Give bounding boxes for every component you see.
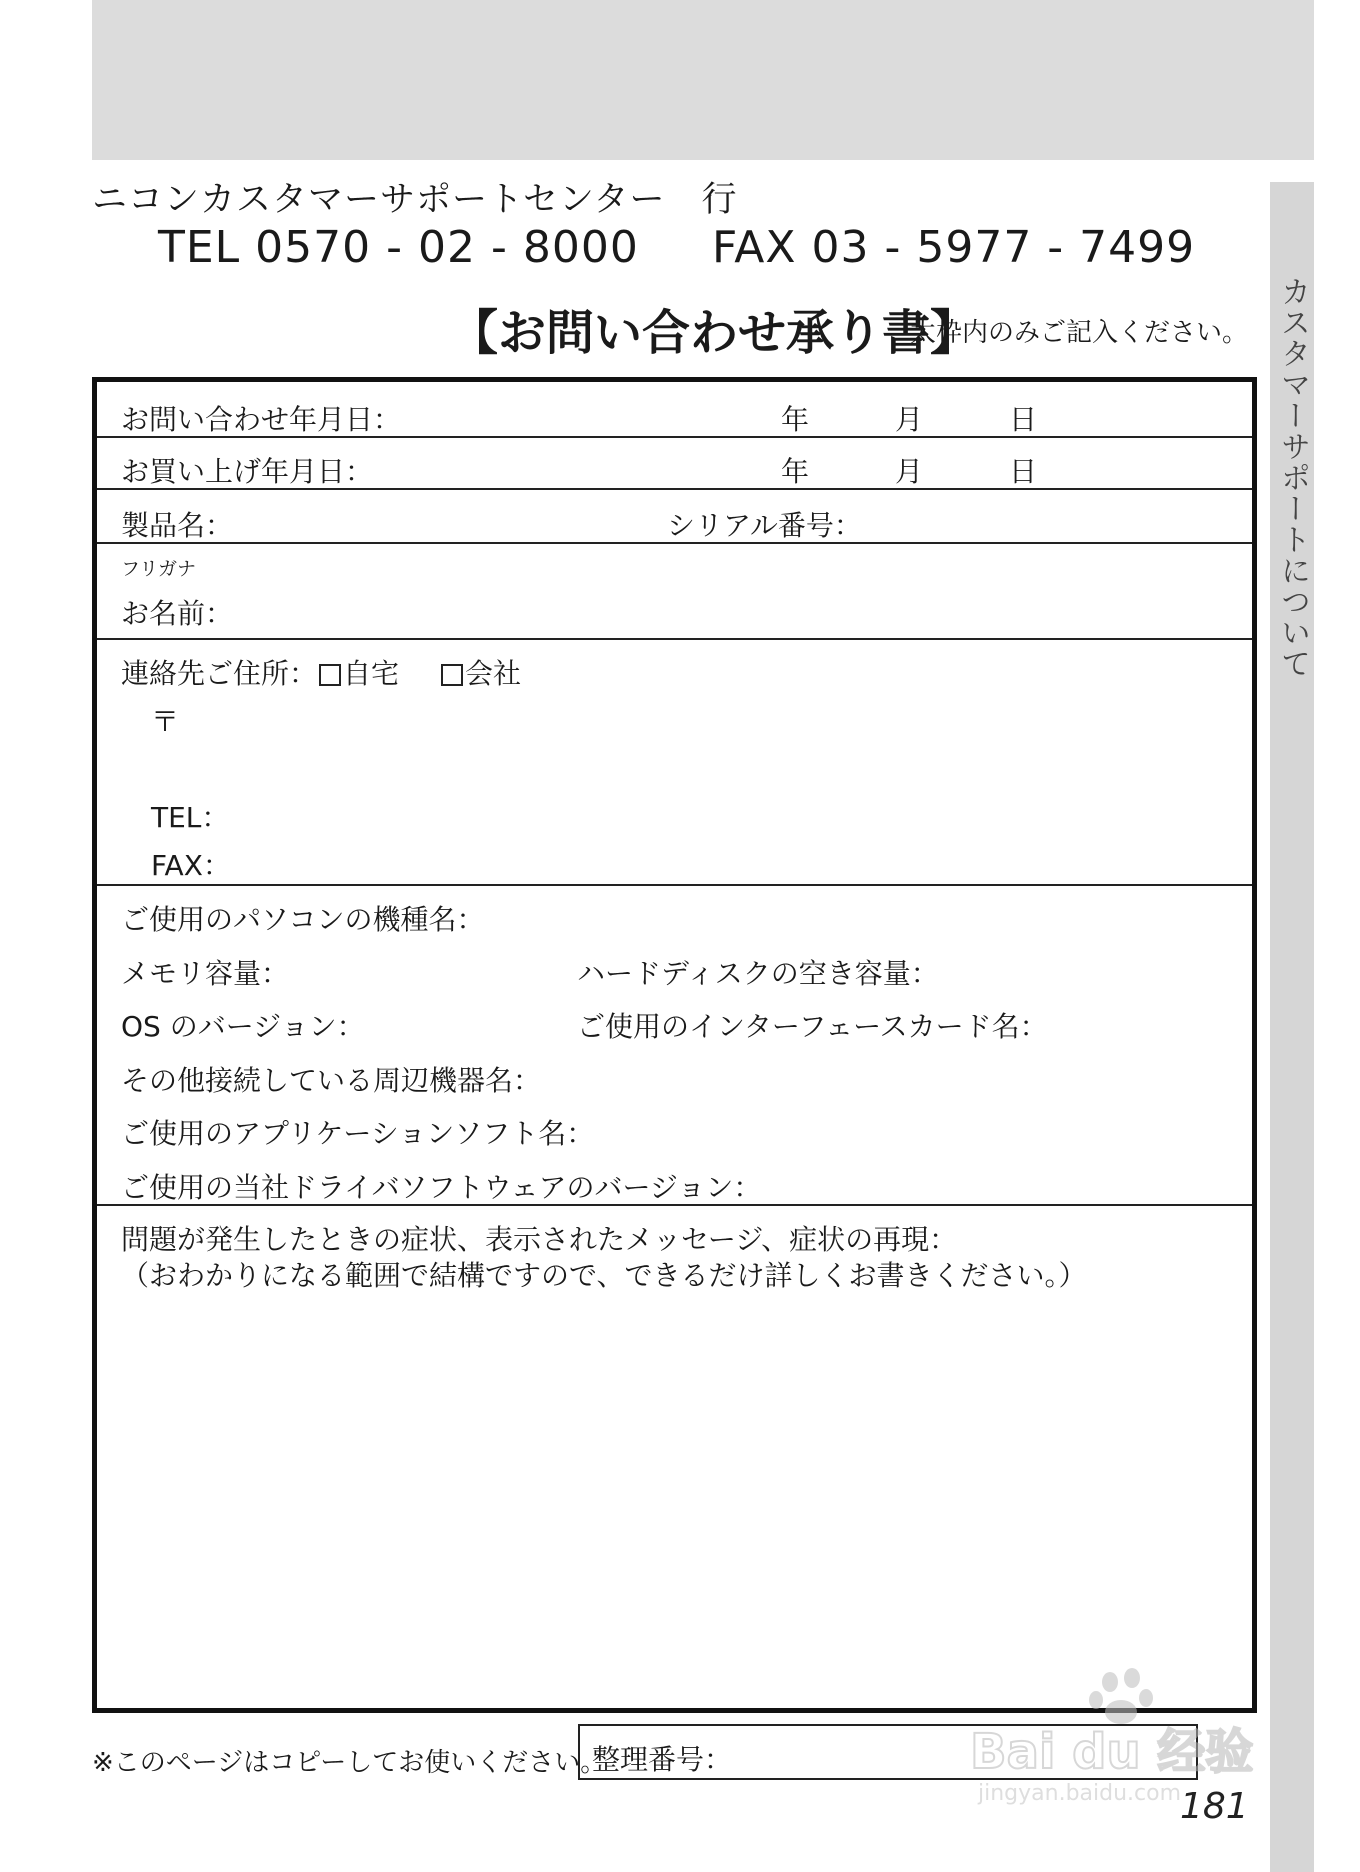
peripherals-label: その他接続している周辺機器名： [121, 1064, 542, 1097]
home-checkbox[interactable] [319, 664, 341, 686]
purchase-day-label: 日 [1009, 455, 1038, 488]
postal-mark: 〒 [151, 705, 180, 738]
form-note: 太枠内のみご記入ください。 [910, 318, 1249, 348]
copy-note: ※このページはコピーしてお使いください。 [92, 1748, 607, 1778]
row-divider [97, 488, 1252, 490]
name-label: お名前： [121, 597, 234, 630]
address-label: 連絡先ご住所： [121, 657, 318, 690]
problem-label: 問題が発生したときの症状、表示されたメッセージ、症状の再現： [121, 1223, 958, 1256]
company-label: 会社 [465, 657, 522, 690]
address-row [121, 652, 521, 692]
watermark-url: jingyan.baidu.com [978, 1781, 1182, 1806]
pc-model-label: ご使用のパソコンの機種名： [121, 903, 485, 936]
home-label: 自宅 [343, 657, 400, 690]
top-gray-band [92, 0, 1314, 160]
purchase-month-label: 月 [895, 455, 924, 488]
memory-label: メモリ容量： [121, 957, 290, 990]
form-title: 【お問い合わせ承り書】 [450, 305, 979, 361]
inquiry-day-label: 日 [1009, 403, 1038, 436]
furigana-label: フリガナ [121, 558, 197, 580]
side-tab-label: カスタマーサポートについて [1275, 276, 1310, 679]
os-version-label: OS のバージョン： [121, 1010, 365, 1043]
hdd-free-label: ハードディスクの空き容量： [577, 957, 939, 990]
row-divider [97, 1204, 1252, 1206]
addressee: ニコンカスタマーサポートセンター 行 [92, 180, 738, 220]
contact-tel-label: TEL： [151, 801, 230, 834]
support-fax: FAX 03 - 5977 - 7499 [712, 222, 1196, 273]
row-divider [97, 638, 1252, 640]
contact-fax-label: FAX： [151, 849, 231, 882]
inquiry-date-label: お問い合わせ年月日： [121, 403, 402, 436]
company-checkbox[interactable] [441, 664, 463, 686]
purchase-date-label: お買い上げ年月日： [121, 455, 374, 488]
watermark-brand: Bai du 经验 [970, 1724, 1254, 1780]
driver-version-label: ご使用の当社ドライバソフトウェアのバージョン： [121, 1171, 762, 1204]
app-software-label: ご使用のアプリケーションソフト名： [121, 1117, 595, 1150]
product-name-label: 製品名： [121, 509, 234, 542]
interface-card-label: ご使用のインターフェースカード名： [577, 1010, 1048, 1043]
serial-number-label: シリアル番号： [667, 509, 862, 542]
page-number: 181 [1180, 1786, 1249, 1827]
row-divider [97, 436, 1252, 438]
row-divider [97, 884, 1252, 886]
row-divider [97, 542, 1252, 544]
inquiry-form [92, 377, 1257, 1713]
support-tel: TEL 0570 - 02 - 8000 [158, 222, 639, 273]
inquiry-year-label: 年 [781, 403, 810, 436]
problem-instructions: （おわかりになる範囲で結構ですので、できるだけ詳しくお書きください。） [121, 1259, 1087, 1292]
inquiry-month-label: 月 [895, 403, 924, 436]
reference-number-label: 整理番号： [592, 1743, 733, 1776]
purchase-year-label: 年 [781, 455, 810, 488]
